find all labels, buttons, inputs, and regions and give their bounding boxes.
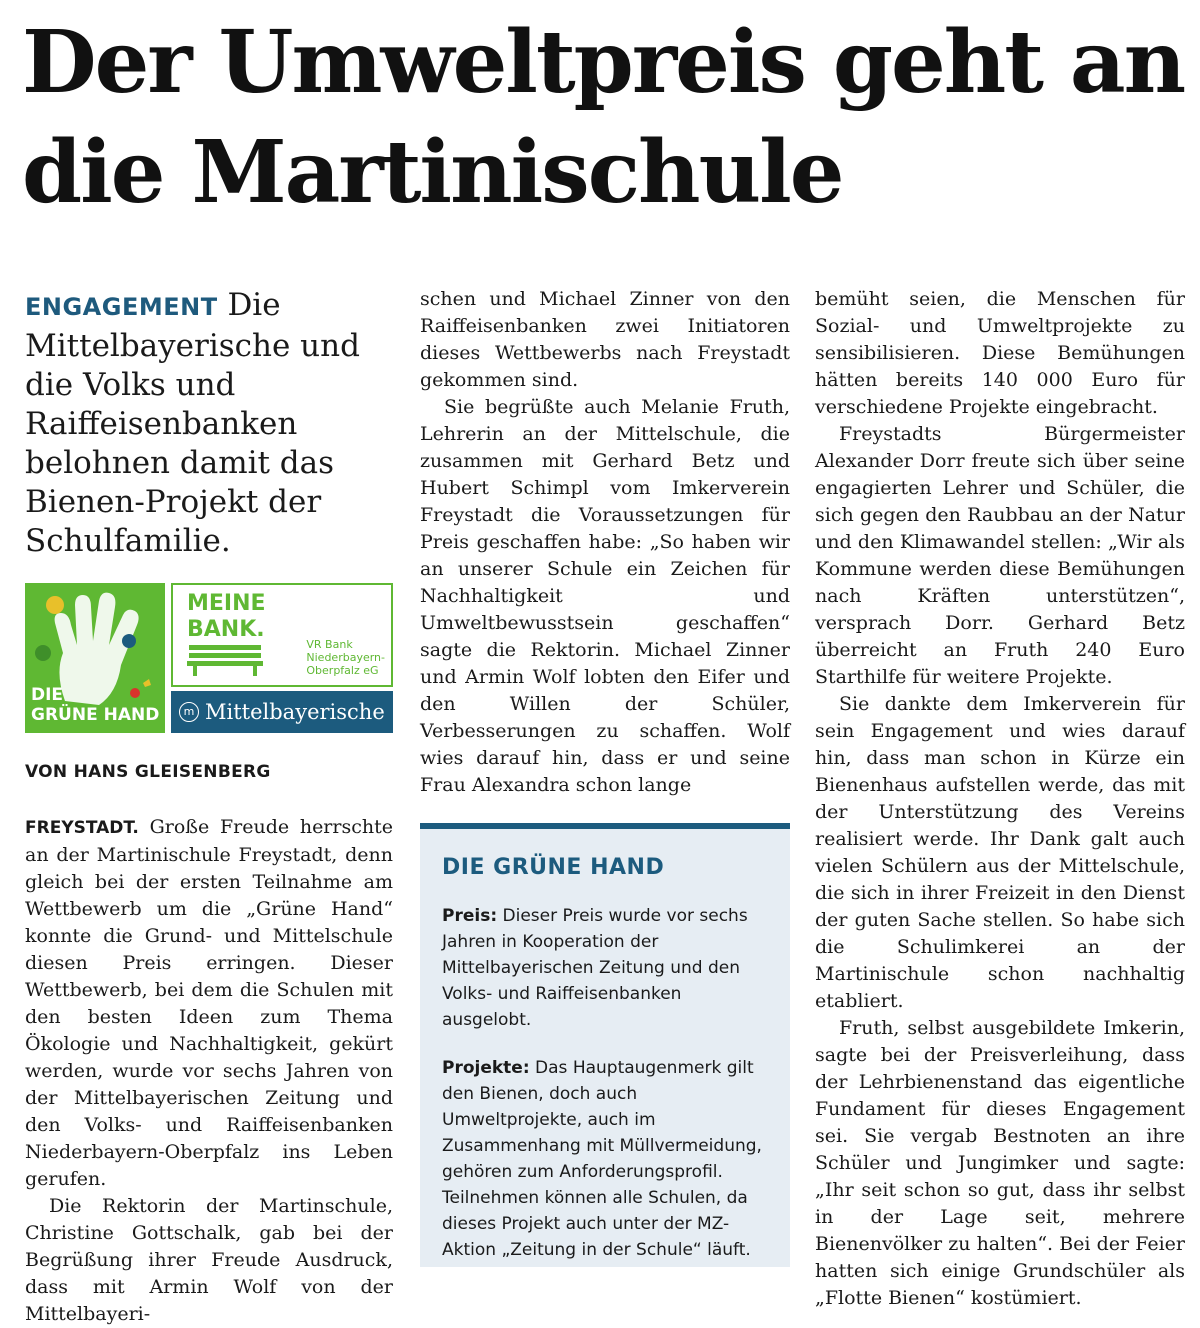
paragraph: bemüht seien, die Menschen für Sozial- und Umweltprojekte zu sensibilisieren. Diese Bemühungen hätten bereits 140 000 Euro für verschiedene Projekte eingebracht. [815, 288, 1185, 418]
paragraph: Freystadts Bürgermeister Alexander Dorr freute sich über seine engagierten Lehrer und Schüler, die sich gegen den Raubbau an der Natur und den Klimawandel stellen: „Wir als Kommune werden diese Bemühungen nach Kräften unterstützen“, versprach Dorr. Gerhard Betz überreicht an Fruth 240 Euro Starthilfe für weitere Projekte. [815, 423, 1185, 688]
column-3 [815, 286, 1185, 1312]
info-box-title: DIE GRÜNE HAND [442, 855, 665, 880]
article-intro [25, 286, 393, 561]
bench-icon [187, 643, 267, 677]
bank-logo-title: MEINE BANK. [187, 591, 266, 642]
kicker: ENGAGEMENT [25, 293, 218, 321]
paragraph: FREYSTADT. Große Freude herrschte an der Martinischule Freystadt, denn gleich bei der ersten Teilnahme am Wettbewerb um die „Grüne Hand“ konnte die Grund- und Mittelschule diesen Preis erringen. Dieser Wettbewerb, bei dem die Schulen mit den besten Ideen zum Thema Ökologie und Nachhaltigkeit, gekürt werden, wurde vor sechs Jahren von der Mittelbayerischen Zeitung und den Volks- und Raiffeisenbanken Niederbayern-Oberpfalz ins Leben gerufen. [25, 816, 393, 1190]
column-2 [420, 286, 790, 1267]
bank-logo [171, 583, 393, 687]
gruene-hand-logo [25, 583, 165, 733]
article-headline: Der Umweltpreis geht an die Martinischule [22, 12, 1185, 223]
dateline: FREYSTADT. [25, 818, 139, 838]
info-box-paragraph: Projekte: Das Hauptaugenmerk gilt den Bienen, doch auch Umweltprojekte, auch im Zusammenhang mit Müllvermeidung, gehören zum Anforderungsprofil. Teilnehmen können alle Schulen, da dieses Projekt auch unter der MZ-Aktion „Zeitung in der Schule“ läuft. [442, 1058, 762, 1260]
gruene-hand-logo-text: DIE GRÜNE HAND [31, 685, 160, 725]
info-box [420, 823, 790, 1267]
byline: VON HANS GLEISENBERG [25, 762, 271, 782]
column-1 [25, 286, 393, 1328]
paragraph: schen und Michael Zinner von den Raiffeisenbanken zwei Initiatoren dieses Wettbewerbs nach Freystadt gekommen sind. [420, 288, 790, 391]
mz-circle-icon: m [179, 702, 199, 722]
paragraph: Sie dankte dem Imkerverein für sein Engagement und wies darauf hin, dass man schon in Kürze ein Bienenhaus aufstellen werde, das mit der Unterstützung des Vereins realisiert werde. Ihr Dank galt auch vielen Schülern aus der Mittelschule, die sich in ihrer Freizeit in den Dienst der guten Sache stellen. So habe sich die Schulimkerei an der Martinischule schon nachhaltig etabliert. [815, 693, 1185, 1012]
bank-name: VR Bank Niederbayern- Oberpfalz eG [306, 638, 385, 677]
paragraph: Die Rektorin der Martinschule, Christine Gottschalk, gab bei der Begrüßung ihrer Freude Ausdruck, dass mit Armin Wolf von der Mittelbayeri- [25, 1195, 393, 1325]
intro-text: Die Mittelbayerische und die Volks und Raiffeisenbanken belohnen damit das Bienen-Projekt der Schulfamilie. [25, 287, 360, 559]
mittelbayerische-logo: m Mittelbayerische [171, 691, 393, 733]
logo-block [25, 583, 393, 733]
info-box-paragraph: Preis: Dieser Preis wurde vor sechs Jahren in Kooperation der Mittelbayerischen Zeitung und den Volks- und Raiffeisenbanken ausgelobt. [442, 906, 748, 1030]
paragraph: Fruth, selbst ausgebildete Imkerin, sagte bei der Preisverleihung, dass der Lehrbienenstand das eigentliche Fundament für dieses Engagement sei. Sie vergab Bestnoten an ihre Schüler und Jungimker und sagte: „Ihr seit schon so gut, dass ihr selbst in der Lage seit, mehrere Bienenvölker zu halten“. Bei der Feier hatten sich einige Grundschüler als „Flotte Bienen“ kostümiert. [815, 1017, 1185, 1309]
paragraph: Sie begrüßte auch Melanie Fruth, Lehrerin an der Mittelschule, die zusammen mit Gerhard Betz und Hubert Schimpl vom Imkerverein Freystadt die Voraussetzungen für Preis geschaffen habe: „So haben wir an unserer Schule ein Zeichen für Nachhaltigkeit und Umweltbewusstsein geschaffen“ sagte die Rektorin. Michael Zinner und Armin Wolf lobten den Eifer und den Willen der Schüler, Verbesserungen zu schaffen. Wolf wies darauf hin, dass er und seine Frau Alexandra schon lange [420, 396, 790, 796]
